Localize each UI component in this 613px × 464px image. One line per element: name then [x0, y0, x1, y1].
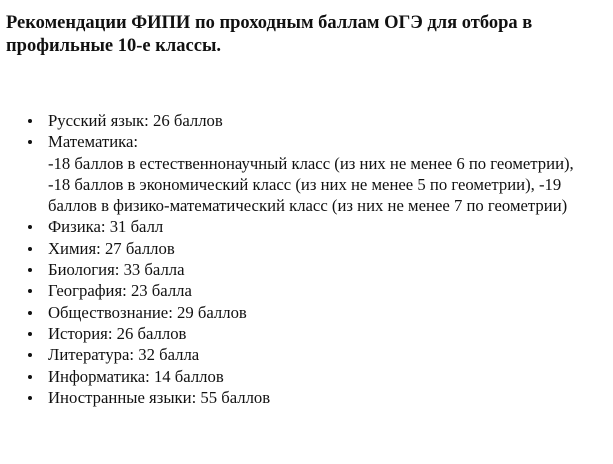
list-item: [6, 302, 606, 323]
bullet-icon: [28, 225, 32, 229]
list-item-label: Литература: 32 балла: [48, 345, 200, 365]
list-item-label: Химия: 27 баллов: [48, 238, 175, 258]
list-item: [6, 344, 606, 365]
document: [6, 12, 606, 408]
list-item-label: История: 26 баллов: [48, 323, 187, 343]
bullet-icon: [28, 311, 32, 315]
list-item-label: Информатика: 14 баллов: [48, 366, 224, 386]
list-item-label: Обществознание: 29 баллов: [48, 302, 247, 322]
bullet-icon: [28, 119, 32, 123]
bullet-icon: [28, 247, 32, 251]
document-title: Рекомендации ФИПИ по проходным баллам ОГЭ для отбора в профильные 10-е классы.: [6, 13, 533, 56]
bullet-icon: [28, 375, 32, 379]
list-item: [6, 387, 606, 408]
list-item: [6, 110, 606, 131]
list-item-detail: -18 баллов в естественнонаучный класс (из них не менее 6 по геометрии),: [48, 153, 574, 173]
list-item: [6, 259, 606, 280]
list-item: [6, 366, 606, 387]
list-item-label: Биология: 33 балла: [48, 260, 185, 280]
list-item: [6, 280, 606, 301]
bullet-icon: [28, 396, 32, 400]
list-item-label: Физика: 31 балл: [48, 217, 164, 237]
bullet-icon: [28, 332, 32, 336]
list-item: [6, 131, 606, 216]
list-item: [6, 238, 606, 259]
list-item-label: Математика:: [48, 132, 139, 152]
list-item-detail: -18 баллов в экономический класс (из них не менее 5 по геометрии), -19 баллов в физико-математический класс (из них не менее 7 по геометрии): [48, 174, 568, 216]
bullet-icon: [28, 268, 32, 272]
list-item-label: Иностранные языки: 55 баллов: [48, 387, 271, 407]
bullet-icon: [28, 289, 32, 293]
bullet-icon: [28, 140, 32, 144]
list-item: [6, 216, 606, 237]
score-list: [6, 110, 606, 408]
list-item-label: География: 23 балла: [48, 281, 192, 301]
list-item-label: Русский язык: 26 баллов: [48, 111, 223, 130]
list-item: [6, 323, 606, 344]
bullet-icon: [28, 353, 32, 357]
